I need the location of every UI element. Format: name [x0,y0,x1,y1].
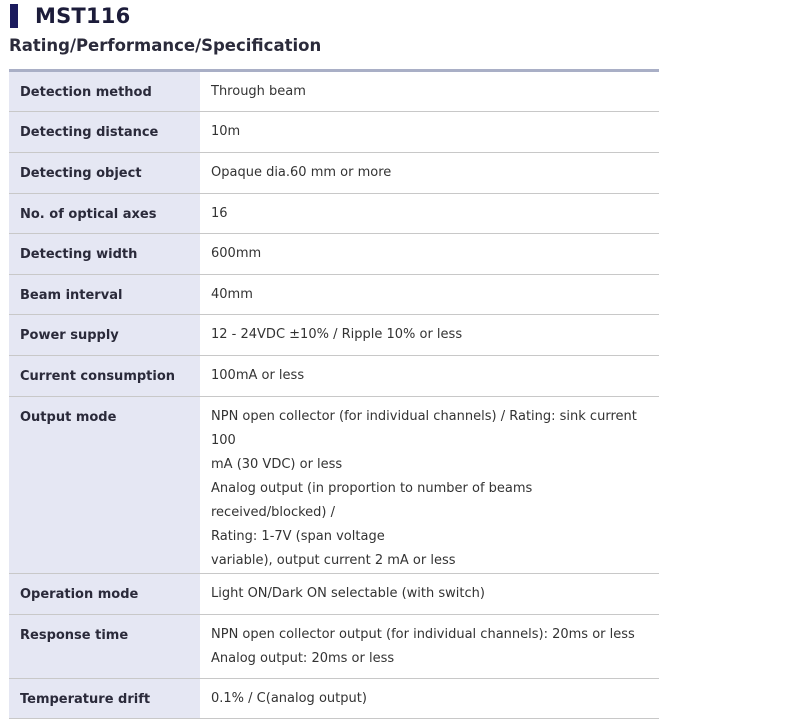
spec-value-line: 12 - 24VDC ±10% / Ripple 10% or less [211,327,463,342]
spec-row [9,574,659,615]
spec-value [200,574,659,615]
spec-value [200,194,659,234]
page-title-bar [10,2,130,30]
spec-value-line: Light ON/Dark ON selectable (with switch) [211,586,485,601]
spec-value-line: 40mm [211,287,253,302]
specification-table [9,69,659,719]
spec-value-line: Analog output: 20ms or less [211,651,395,666]
spec-row [9,275,659,315]
specification-table-body [9,71,659,719]
spec-value-line: 100mA or less [211,368,305,383]
section-heading: Rating/Performance/Specification [9,36,322,55]
spec-row [9,615,659,679]
spec-value [200,275,659,315]
spec-row [9,234,659,275]
spec-label: Temperature drift [9,679,200,719]
spec-value [200,679,659,719]
spec-label: Power supply [9,315,200,356]
spec-value-line: variable), output current 2 mA or less [211,553,456,568]
spec-value [200,315,659,356]
spec-value [200,234,659,275]
spec-label: Detection method [9,71,200,112]
spec-value [200,615,659,679]
spec-label: Current consumption [9,356,200,397]
spec-row [9,315,659,356]
spec-label: Output mode [9,397,200,574]
spec-value [200,356,659,397]
spec-label: Operation mode [9,574,200,615]
spec-row [9,153,659,194]
spec-value [200,153,659,194]
spec-value-line: Through beam [211,84,306,99]
spec-value [200,397,659,574]
spec-value-line: mA (30 VDC) or less [211,457,343,472]
spec-label: No. of optical axes [9,194,200,234]
spec-value-line: 16 [211,206,228,221]
spec-row [9,397,659,574]
spec-row [9,194,659,234]
spec-value-line: 10m [211,124,241,139]
spec-value-line: 600mm [211,246,262,261]
spec-value-line: Analog output (in proportion to number of beams received/blocked) / [211,481,533,520]
spec-value-line: Opaque dia.60 mm or more [211,165,392,180]
spec-label: Beam interval [9,275,200,315]
title-accent-bar [10,4,18,28]
spec-row [9,356,659,397]
spec-label: Detecting width [9,234,200,275]
page-title: MST116 [35,4,131,28]
spec-label: Detecting distance [9,112,200,153]
spec-row [9,71,659,112]
spec-value-line: NPN open collector output (for individual channels): 20ms or less [211,627,635,642]
spec-value [200,112,659,153]
spec-label: Detecting object [9,153,200,194]
spec-row [9,679,659,719]
spec-value-line: Rating: 1-7V (span voltage [211,529,385,544]
spec-value-line: NPN open collector (for individual channels) / Rating: sink current 100 [211,409,637,448]
spec-value-line: 0.1% / C(analog output) [211,691,367,706]
spec-value [200,71,659,112]
spec-row [9,112,659,153]
spec-label: Response time [9,615,200,679]
